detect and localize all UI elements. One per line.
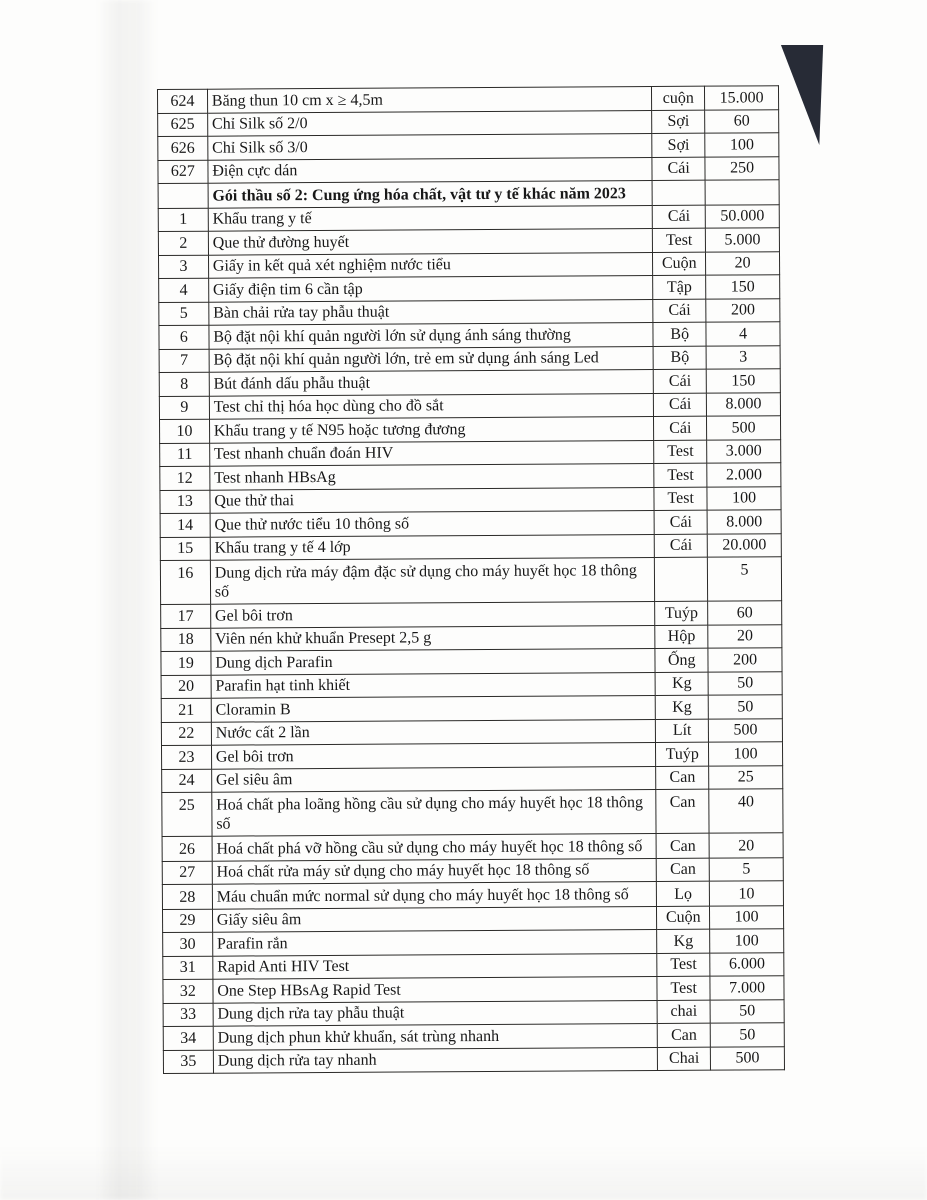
row-quantity-cell: 10 <box>710 881 784 906</box>
row-quantity-cell: 200 <box>706 298 780 322</box>
row-quantity-cell: 150 <box>706 369 780 393</box>
row-unit-cell: Cái <box>654 416 707 440</box>
row-unit-cell: Lít <box>656 719 709 743</box>
row-description-cell: Cloramin B <box>211 695 656 721</box>
row-quantity-cell: 20 <box>709 833 783 858</box>
row-quantity-cell: 3 <box>706 345 780 369</box>
row-quantity-cell: 25 <box>709 765 783 789</box>
row-quantity-cell: 8.000 <box>707 392 781 416</box>
row-unit-cell: Cái <box>654 510 707 534</box>
row-number-cell: 16 <box>160 560 210 604</box>
row-unit-cell: Kg <box>655 672 708 696</box>
row-description-cell: Giấy điện tim 6 cần tập <box>208 275 653 301</box>
row-unit-cell: Test <box>654 463 707 487</box>
row-number-cell: 26 <box>162 836 212 861</box>
row-number-cell: 28 <box>162 884 212 909</box>
row-number-cell: 11 <box>160 443 210 467</box>
row-description-cell: Dung dịch rửa tay phẫu thuật <box>213 1000 658 1026</box>
row-quantity-cell: 4 <box>706 322 780 346</box>
row-quantity-cell: 500 <box>707 416 781 440</box>
row-unit-cell <box>655 557 708 601</box>
row-number-cell: 22 <box>161 722 211 746</box>
row-unit-cell: Test <box>654 487 707 511</box>
row-unit-cell: Tuýp <box>656 742 709 766</box>
row-description-cell: Chỉ Silk số 3/0 <box>208 133 653 159</box>
row-description-cell: Bút đánh dấu phẫu thuật <box>209 369 654 395</box>
row-description-cell: Gel siêu âm <box>211 766 656 792</box>
row-description-cell: Bàn chải rửa tay phẫu thuật <box>209 299 654 325</box>
row-unit-cell: Test <box>657 976 710 1000</box>
row-quantity-cell: 15.000 <box>705 86 779 110</box>
row-unit-cell: Cái <box>654 534 707 558</box>
page-shadow-left <box>96 0 158 1200</box>
row-quantity-cell: 20 <box>706 251 780 275</box>
row-number-cell: 625 <box>158 113 208 137</box>
row-description-cell: Gel bôi trơn <box>210 601 655 627</box>
row-description-cell: Viên nén khử khuẩn Presept 2,5 g <box>211 625 656 651</box>
row-description-cell: Giấy siêu âm <box>212 906 657 932</box>
supply-items-table <box>157 85 785 1074</box>
row-unit-cell: Sợi <box>652 110 705 134</box>
row-unit-cell: Test <box>657 953 710 977</box>
row-number-cell: 27 <box>162 861 212 885</box>
row-number-cell: 14 <box>160 513 210 537</box>
row-number-cell <box>158 183 208 208</box>
row-unit-cell: Can <box>657 1023 710 1047</box>
row-unit-cell: Cuộn <box>657 906 710 930</box>
row-quantity-cell: 8.000 <box>707 510 781 534</box>
row-unit-cell: chai <box>657 1000 710 1024</box>
row-unit-cell: Cái <box>652 205 705 229</box>
row-description-cell: Que thử thai <box>210 487 655 513</box>
table-row <box>162 833 783 861</box>
row-unit-cell: Hộp <box>655 625 708 649</box>
row-description-cell: Khẩu trang y tế N95 hoặc tương đương <box>209 416 654 442</box>
row-number-cell: 8 <box>159 372 209 396</box>
row-quantity-cell: 500 <box>709 718 783 742</box>
row-description-cell: Hoá chất rửa máy sử dụng cho máy huyết học 18 thông số <box>212 858 657 884</box>
row-description-cell: Giấy in kết quả xét nghiệm nước tiểu <box>208 252 653 278</box>
row-number-cell: 19 <box>161 651 211 675</box>
row-number-cell: 25 <box>162 792 212 836</box>
row-unit-cell: Sợi <box>652 133 705 157</box>
row-number-cell: 624 <box>157 89 207 113</box>
row-number-cell: 2 <box>158 231 208 255</box>
row-description-cell: Dung dịch rửa máy đậm đặc sử dụng cho máy huyết học 18 thông số <box>210 557 655 604</box>
row-quantity-cell: 2.000 <box>707 463 781 487</box>
table-row <box>162 881 783 909</box>
row-quantity-cell: 250 <box>705 156 779 180</box>
row-unit-cell: Can <box>656 766 709 790</box>
row-unit-cell: cuộn <box>652 86 705 110</box>
row-number-cell: 35 <box>163 1050 213 1074</box>
row-quantity-cell: 5 <box>709 857 783 881</box>
row-number-cell: 10 <box>160 419 210 443</box>
row-number-cell: 30 <box>163 932 213 956</box>
row-number-cell: 21 <box>161 698 211 722</box>
row-quantity-cell: 100 <box>710 905 784 929</box>
row-number-cell: 23 <box>161 745 211 769</box>
row-unit-cell: Cái <box>652 157 705 181</box>
row-quantity-cell: 50 <box>710 1023 784 1047</box>
row-description-cell: Dung dịch phun khử khuẩn, sát trùng nhanh <box>213 1023 658 1049</box>
row-description-cell: Nước cất 2 lần <box>211 719 656 745</box>
row-unit-cell: Bộ <box>653 346 706 370</box>
row-quantity-cell: 150 <box>706 275 780 299</box>
row-description-cell: Hoá chất phá vỡ hồng cầu sử dụng cho máy huyết học 18 thông số <box>212 833 657 860</box>
row-description-cell: Dung dịch Parafin <box>211 648 656 674</box>
row-unit-cell <box>652 180 705 205</box>
row-quantity-cell: 60 <box>708 601 782 625</box>
row-unit-cell: Tập <box>653 275 706 299</box>
row-quantity-cell: 100 <box>709 742 783 766</box>
row-description-cell: Bộ đặt nội khí quản người lớn sử dụng ánh sáng thường <box>209 322 654 348</box>
row-description-cell: Khẩu trang y tế 4 lớp <box>210 534 655 560</box>
row-number-cell: 4 <box>159 278 209 302</box>
row-unit-cell: Cái <box>653 299 706 323</box>
table-row <box>160 557 781 605</box>
row-description-cell: Que thử đường huyết <box>208 228 653 254</box>
row-description-cell: Parafin rắn <box>212 929 657 955</box>
row-description-cell: One Step HBsAg Rapid Test <box>213 976 658 1002</box>
row-number-cell: 9 <box>159 396 209 420</box>
row-quantity-cell: 100 <box>705 133 779 157</box>
row-quantity-cell: 20.000 <box>707 533 781 557</box>
row-number-cell: 20 <box>161 675 211 699</box>
row-number-cell: 15 <box>160 537 210 561</box>
row-number-cell: 24 <box>162 769 212 793</box>
row-description-cell: Chỉ Silk số 2/0 <box>207 110 652 136</box>
row-quantity-cell: 7.000 <box>710 976 784 1000</box>
section-header-row <box>158 180 779 208</box>
row-description-cell: Test nhanh HBsAg <box>210 463 655 489</box>
row-description-cell: Test nhanh chuẩn đoán HIV <box>209 440 654 466</box>
page-shadow-bottom <box>0 1145 927 1200</box>
row-unit-cell: Test <box>654 440 707 464</box>
row-description-cell: Que thử nước tiểu 10 thông số <box>210 510 655 536</box>
row-unit-cell: Cuộn <box>653 252 706 276</box>
row-description-cell: Máu chuẩn mức normal sử dụng cho máy huyết học 18 thông số <box>212 881 657 908</box>
row-unit-cell: Cái <box>654 393 707 417</box>
row-number-cell: 18 <box>161 628 211 652</box>
row-description-cell: Gel bôi trơn <box>211 742 656 768</box>
row-unit-cell: Lọ <box>657 881 710 906</box>
row-number-cell: 29 <box>162 909 212 933</box>
row-quantity-cell: 5 <box>708 557 782 601</box>
row-quantity-cell: 60 <box>705 109 779 133</box>
row-number-cell: 12 <box>160 466 210 490</box>
row-description-cell: Hoá chất pha loãng hồng cầu sử dụng cho máy huyết học 18 thông số <box>212 789 657 836</box>
row-quantity-cell: 100 <box>710 929 784 953</box>
row-quantity-cell: 50 <box>710 999 784 1023</box>
row-unit-cell: Bộ <box>653 322 706 346</box>
row-unit-cell: Kg <box>655 695 708 719</box>
row-unit-cell: Ống <box>655 648 708 672</box>
row-quantity-cell: 50 <box>708 671 782 695</box>
row-unit-cell: Can <box>656 858 709 882</box>
row-number-cell: 6 <box>159 325 209 349</box>
row-quantity-cell: 5.000 <box>706 228 780 252</box>
row-quantity-cell: 40 <box>709 789 783 833</box>
row-quantity-cell <box>705 180 779 205</box>
row-description-cell: Parafin hạt tinh khiết <box>211 672 656 698</box>
row-number-cell: 3 <box>158 255 208 279</box>
row-quantity-cell: 6.000 <box>710 952 784 976</box>
row-quantity-cell: 20 <box>708 624 782 648</box>
row-number-cell: 1 <box>158 208 208 232</box>
row-number-cell: 17 <box>161 604 211 628</box>
row-number-cell: 626 <box>158 136 208 160</box>
row-description-cell: Bộ đặt nội khí quản người lớn, trẻ em sử dụng ánh sáng Led <box>209 346 654 372</box>
row-number-cell: 32 <box>163 979 213 1003</box>
row-description-cell: Gói thầu số 2: Cung ứng hóa chất, vật tư y tế khác năm 2023 <box>208 180 653 207</box>
row-unit-cell: Tuýp <box>655 601 708 625</box>
row-description-cell: Khẩu trang y tế <box>208 205 653 231</box>
row-quantity-cell: 100 <box>707 486 781 510</box>
row-unit-cell: Can <box>656 833 709 858</box>
table-row <box>162 789 783 837</box>
row-number-cell: 33 <box>163 1003 213 1027</box>
row-quantity-cell: 200 <box>708 648 782 672</box>
row-number-cell: 31 <box>163 956 213 980</box>
row-description-cell: Dung dịch rửa tay nhanh <box>213 1047 658 1073</box>
row-unit-cell: Cái <box>653 369 706 393</box>
row-number-cell: 5 <box>159 302 209 326</box>
row-number-cell: 7 <box>159 349 209 373</box>
row-quantity-cell: 500 <box>711 1046 785 1070</box>
row-description-cell: Điện cực dán <box>208 157 653 183</box>
row-unit-cell: Test <box>653 228 706 252</box>
row-unit-cell: Can <box>656 789 709 833</box>
row-description-cell: Băng thun 10 cm x ≥ 4,5m <box>207 86 652 112</box>
row-description-cell: Rapid Anti HIV Test <box>213 953 658 979</box>
row-unit-cell: Chai <box>658 1047 711 1071</box>
row-number-cell: 13 <box>160 490 210 514</box>
table-row <box>163 1046 784 1073</box>
row-number-cell: 627 <box>158 160 208 184</box>
row-quantity-cell: 50 <box>708 695 782 719</box>
scan-corner-artifact <box>779 45 827 145</box>
row-number-cell: 34 <box>163 1026 213 1050</box>
row-description-cell: Test chỉ thị hóa học dùng cho đồ sắt <box>209 393 654 419</box>
table-body <box>157 86 784 1074</box>
row-quantity-cell: 3.000 <box>707 439 781 463</box>
row-unit-cell: Kg <box>657 929 710 953</box>
row-quantity-cell: 50.000 <box>705 204 779 228</box>
